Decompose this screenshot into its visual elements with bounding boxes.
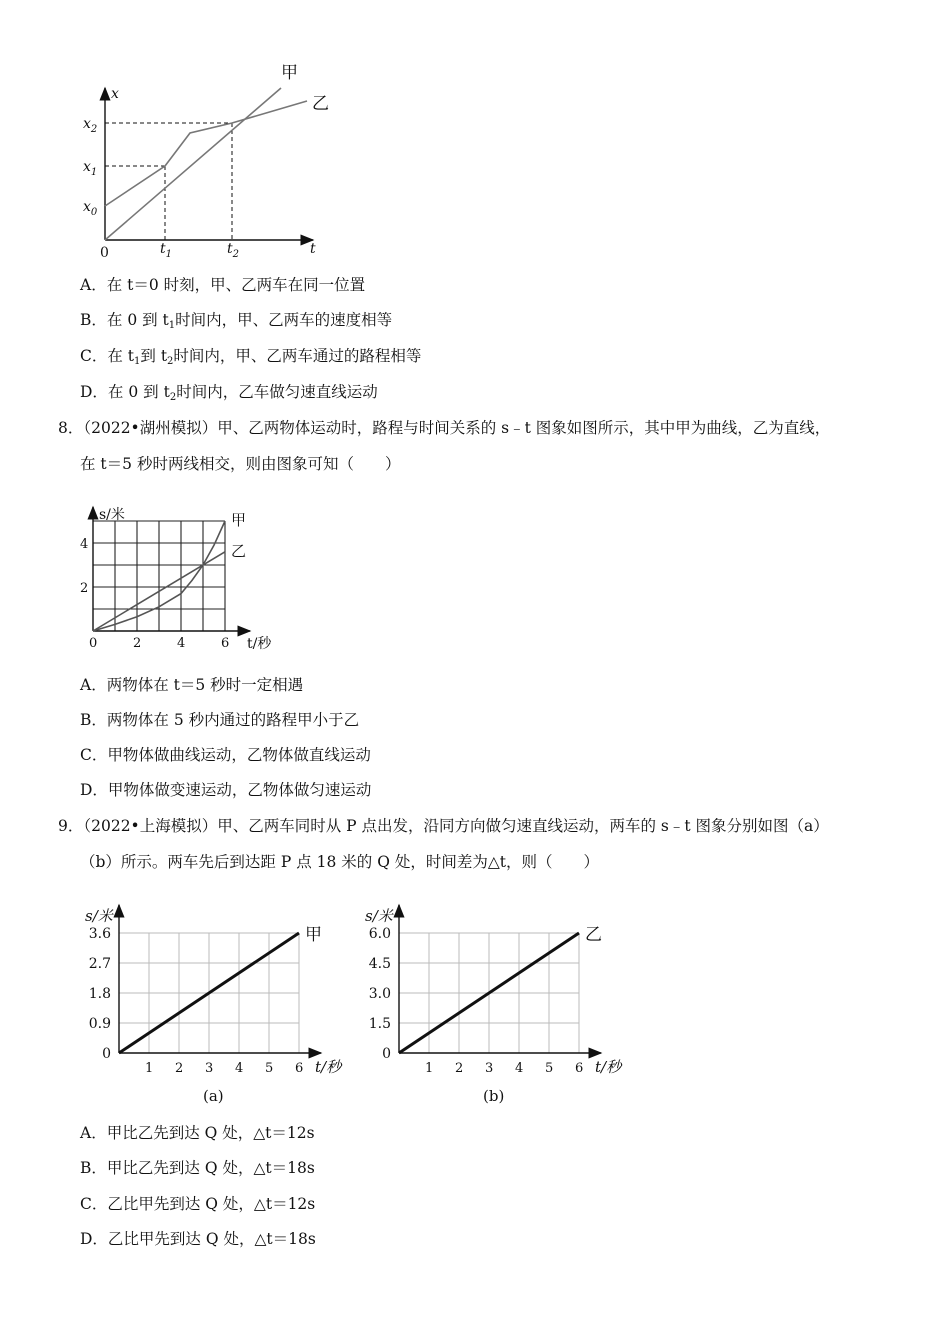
q9-y-tick-label: 3.0 [368, 986, 391, 1002]
q9-chart-a [75, 882, 355, 1107]
q7-tick-t2: $t_2$ [227, 241, 240, 260]
q9-series-label: 甲 [305, 925, 322, 945]
q8-x-axis-label: t/秒 [247, 636, 272, 652]
q7-option-c: C．在 $t_1$到 $t_2$时间内，甲、乙两车通过的路程相等 [80, 347, 422, 367]
q8-y-axis-label: s/米 [99, 507, 125, 523]
q9-stem-line2: （b）所示。两车先后到达距 P 点 18 米的 Q 处，时间差为△t，则（ ） [80, 853, 599, 871]
q7-label-jia: 甲 [281, 63, 298, 83]
q7-option-d: D．在 0 到 $t_2$时间内，乙车做匀速直线运动 [80, 383, 378, 403]
q9-y-tick-label: 3.6 [88, 926, 111, 942]
q9-x-tick-label: 3 [205, 1061, 214, 1076]
q9-series-label: 乙 [585, 925, 602, 945]
q7-y-axis-label: x [111, 86, 119, 102]
q9-y-tick-label: 1.5 [368, 1016, 391, 1032]
q7-x-axis-label: t [310, 241, 316, 257]
q9-y-tick-label: 2.7 [88, 956, 111, 972]
q8-series-label-jia: 甲 [231, 511, 247, 529]
q8-option-b: B．两物体在 5 秒内通过的路程甲小于乙 [80, 711, 360, 729]
q8-chart [70, 485, 290, 655]
q7-option-a: A．在 t＝0 时刻，甲、乙两车在同一位置 [80, 276, 366, 294]
q9-x-axis-label: t/秒 [315, 1058, 342, 1076]
q9-chart-b [355, 882, 635, 1107]
q7-label-yi: 乙 [312, 94, 329, 114]
q9-option-d: D．乙比甲先到达 Q 处，△t＝18s [80, 1230, 316, 1248]
q9-y-tick-label: 0 [102, 1046, 111, 1062]
q9-x-tick-label: 2 [175, 1061, 184, 1076]
q9-x-tick-label: 2 [455, 1061, 464, 1076]
q8-series-label-yi: 乙 [231, 541, 247, 560]
q9-option-b: B．甲比乙先到达 Q 处，△t＝18s [80, 1159, 315, 1177]
q9-y-axis-label: s/米 [365, 907, 393, 925]
q9-y-tick-label: 0 [382, 1046, 391, 1062]
q8-option-d: D．甲物体做变速运动，乙物体做匀速运动 [80, 781, 372, 799]
q7-option-b: B．在 0 到 $t_1$时间内，甲、乙两车的速度相等 [80, 311, 393, 331]
q9-x-tick-label: 5 [265, 1061, 274, 1076]
q8-stem-line2: 在 t＝5 秒时两线相交，则由图象可知（ ） [80, 455, 401, 473]
q9-x-tick-label: 5 [545, 1061, 554, 1076]
q8-y-tick-label: 4 [80, 537, 89, 552]
q9-x-tick-label: 1 [145, 1061, 154, 1076]
q9-x-tick-label: 3 [485, 1061, 494, 1076]
q8-x-tick-label: 6 [221, 636, 230, 651]
q9-x-tick-label: 4 [235, 1061, 244, 1076]
q7-origin-label: 0 [100, 245, 109, 261]
q9-x-tick-label: 6 [295, 1061, 304, 1076]
q9-y-axis-label: s/米 [85, 907, 113, 925]
q7-tick-x1: $x_1$ [83, 159, 98, 178]
q8-option-a: A．两物体在 t＝5 秒时一定相遇 [80, 676, 304, 694]
q9-y-tick-label: 0.9 [88, 1016, 111, 1032]
q7-tick-x2: $x_2$ [83, 116, 98, 135]
q9-y-tick-label: 6.0 [368, 926, 391, 942]
q9-caption: (a) [203, 1087, 224, 1105]
q9-x-axis-label: t/秒 [595, 1058, 622, 1076]
q9-option-c: C．乙比甲先到达 Q 处，△t＝12s [80, 1195, 316, 1213]
q7-figure [70, 60, 350, 265]
q8-x-tick-label: 2 [133, 636, 142, 651]
q7-line-jia [105, 88, 281, 240]
q7-tick-x0: $x_0$ [83, 199, 98, 218]
q8-x-tick-label: 4 [177, 636, 186, 651]
q8-stem-line1: 8．（2022•湖州模拟）甲、乙两物体运动时，路程与时间关系的 s﹣t 图象如图所示，其中甲为曲线，乙为直线， [58, 419, 831, 437]
q9-stem-line1: 9．（2022•上海模拟）甲、乙两车同时从 P 点出发，沿同方向做匀速直线运动，两车的 s﹣t 图象分别如图（a） [58, 817, 829, 835]
q8-option-c: C．甲物体做曲线运动，乙物体做直线运动 [80, 746, 371, 764]
q8-y-tick-label: 2 [80, 581, 89, 596]
q9-x-tick-label: 1 [425, 1061, 434, 1076]
q9-option-a: A．甲比乙先到达 Q 处，△t＝12s [80, 1124, 315, 1142]
q8-x-tick-label: 0 [89, 636, 98, 651]
q9-x-tick-label: 6 [575, 1061, 584, 1076]
q9-x-tick-label: 4 [515, 1061, 524, 1076]
q7-tick-t1: $t_1$ [160, 241, 173, 260]
q9-y-tick-label: 1.8 [88, 986, 111, 1002]
q9-y-tick-label: 4.5 [368, 956, 391, 972]
q9-caption: (b) [483, 1087, 505, 1105]
